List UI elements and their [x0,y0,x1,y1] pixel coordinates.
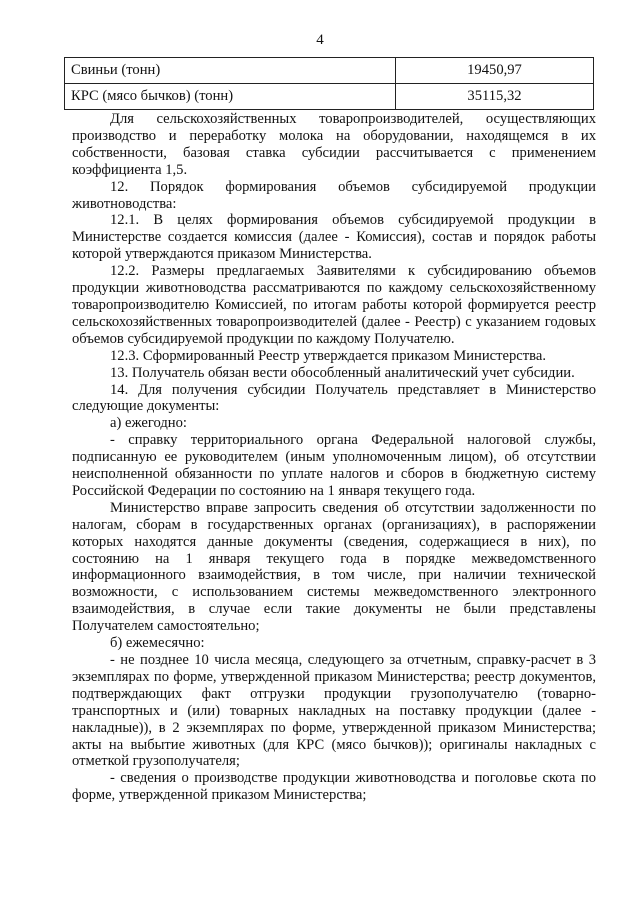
volumes-table [64,57,594,110]
paragraph-14-b: б) ежемесячно: [110,635,205,652]
paragraph-livestock-info: - сведения о производстве продукции животноводства и поголовье скота по форме, утвержденной приказом Министерства; [72,770,596,804]
table-row [65,58,594,84]
page-number: 4 [316,32,324,48]
document-body [72,111,596,804]
table-row [65,84,594,110]
table-cell-value: 35115,32 [396,84,594,110]
paragraph-ministry-request: Министерство вправе запросить сведения об отсутствии задолженности по налогам, сборам в государственных органах (организациях), в распоряжении которых находятся данные документы (сведения, содержащиеся в них), по состоянию на 1 января текущего года в порядке межведомственного информационного взаимодействия, в том числе, при наличии технической возможности, с использованием системы межведомственного электронного взаимодействия, в случае если такие документы не были представлены Получателем самостоятельно; [72,499,596,635]
paragraph-14-a: а) ежегодно: [110,415,187,432]
paragraph-12-1: 12.1. В целях формирования объемов субсидируемой продукции в Министерстве создается комиссия (далее - Комиссия), состав и порядок работы которой утверждаются приказом Министерства. [72,212,596,263]
paragraph-12-3: 12.3. Сформированный Реестр утверждается приказом Министерства. [110,347,546,364]
paragraph-tax-certificate: - справку территориального органа Федеральной налоговой службы, подписанную ее руководителем (иным уполномоченным лицом), об отсутствии неисполненной обязанности по уплате налогов и сборов в бюджетную систему Российской Федерации по состоянию на 1 января текущего года. [72,432,596,499]
table-cell-name: КРС (мясо бычков) (тонн) [65,84,396,110]
paragraph-13: 13. Получатель обязан вести обособленный аналитический учет субсидии. [110,364,575,381]
table-cell-value: 19450,97 [396,58,594,84]
table-cell-name: Свиньи (тонн) [65,58,396,84]
paragraph-monthly-documents: - не позднее 10 числа месяца, следующего за отчетным, справку-расчет в 3 экземплярах по форме, утвержденной приказом Министерства; реестр документов, подтверждающих факт отгрузки продукции грузополучателю (товарно-транспортных и (или) товарных накладных на поставку продукции (далее - накладные)), в 2 экземплярах по форме, утвержденной приказом Министерства; акты на выбытие животных (для КРС (мясо бычков)); оригиналы накладных с отметкой грузополучателя; [72,652,596,770]
paragraph-14: 14. Для получения субсидии Получатель представляет в Министерство следующие документы: [72,381,596,415]
paragraph-12: 12. Порядок формирования объемов субсидируемой продукции животноводства: [72,178,596,212]
paragraph-12-2: 12.2. Размеры предлагаемых Заявителями к субсидированию объемов продукции животноводства рассматриваются по каждому сельскохозяйственному товаропроизводителю Комиссией, по итогам работы которой формируется реестр сельскохозяйственных товаропроизводителей (далее - Реестр) с указанием годовых объемов субсидируемой продукции по каждому Получателю. [72,263,596,347]
paragraph-coefficient: Для сельскохозяйственных товаропроизводителей, осуществляющих производство и переработку молока на оборудовании, находящемся в их собственности, базовая ставка субсидии рассчитывается с применением коэффициента 1,5. [72,111,596,178]
